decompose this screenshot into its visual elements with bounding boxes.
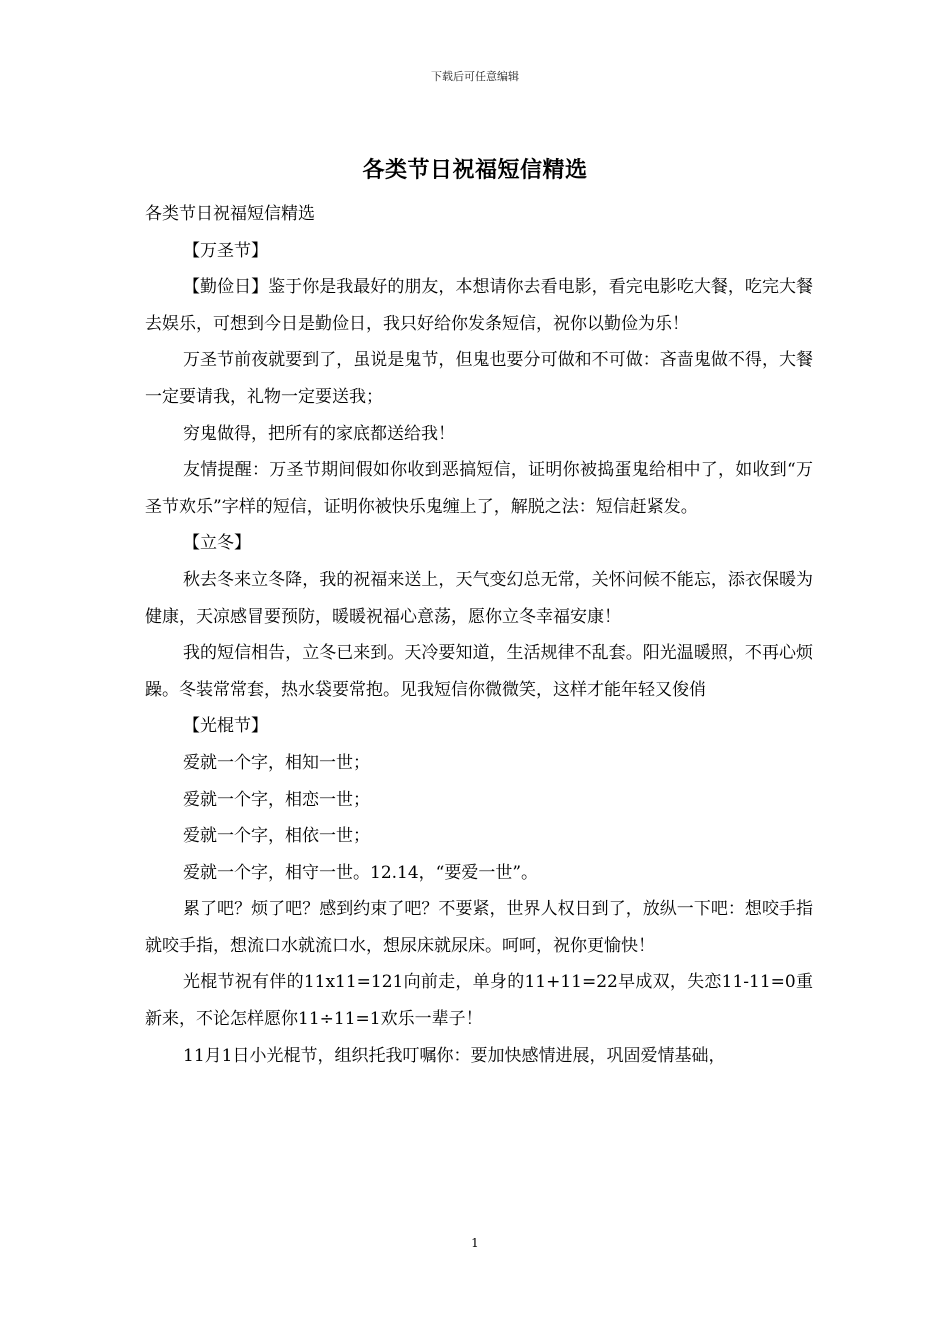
paragraph: 穷鬼做得，把所有的家底都送给我！	[183, 423, 455, 444]
paragraph: 爱就一个字，相知一世；	[183, 752, 370, 773]
paragraph: 万圣节前夜就要到了，虽说是鬼节，但鬼也要分可做和不可做：吝啬鬼做不得，大餐一定要请我，礼物一定要送我；	[145, 350, 813, 407]
document-body	[145, 196, 813, 1074]
paragraph: 爱就一个字，相依一世；	[183, 826, 370, 847]
document-title: 各类节日祝福短信精选	[362, 157, 588, 183]
paragraph: 【勤俭日】鉴于你是我最好的朋友，本想请你去看电影，看完电影吃大餐，吃完大餐去娱乐，可想到今日是勤俭日，我只好给你发条短信，祝你以勤俭为乐！	[145, 277, 813, 334]
paragraph: 友情提醒：万圣节期间假如你收到恶搞短信，证明你被捣蛋鬼给相中了，如收到“万圣节欢乐”字样的短信，证明你被快乐鬼缠上了，解脱之法：短信赶紧发。	[145, 460, 813, 517]
header-note: 下载后可任意编辑	[431, 70, 519, 83]
paragraph: 爱就一个字，相恋一世；	[183, 789, 370, 810]
page-number: 1	[471, 1236, 479, 1250]
section-heading-lidong: 【立冬】	[183, 533, 251, 554]
paragraph: 秋去冬来立冬降，我的祝福来送上，天气变幻总无常，关怀问候不能忘，添衣保暖为健康，天凉感冒要预防，暖暖祝福心意荡，愿你立冬幸福安康！	[145, 569, 813, 627]
section-heading-halloween: 【万圣节】	[183, 240, 268, 261]
section-heading-singles-day: 【光棍节】	[183, 716, 268, 737]
paragraph: 各类节日祝福短信精选	[145, 204, 315, 224]
paragraph: 累了吧？烦了吧？感到约束了吧？不要紧，世界人权日到了，放纵一下吧：想咬手指就咬手指，想流口水就流口水，想尿床就尿床。呵呵，祝你更愉快！	[145, 899, 813, 956]
paragraph: 我的短信相告，立冬已来到。天冷要知道，生活规律不乱套。阳光温暖照，不再心烦躁。冬装常常套，热水袋要常抱。见我短信你微微笑，这样才能年轻又俊俏	[145, 643, 813, 700]
paragraph: 光棍节祝有伴的11x11=121向前走，单身的11+11=22早成双，失恋11-11=0重新来，不论怎样愿你11÷11=1欢乐一辈子！	[145, 972, 813, 1030]
paragraph: 11月1日小光棍节，组织托我叮嘱你：要加快感情进展，巩固爱情基础，	[183, 1045, 726, 1066]
paragraph: 爱就一个字，相守一世。12.14，“要爱一世”。	[183, 862, 539, 883]
